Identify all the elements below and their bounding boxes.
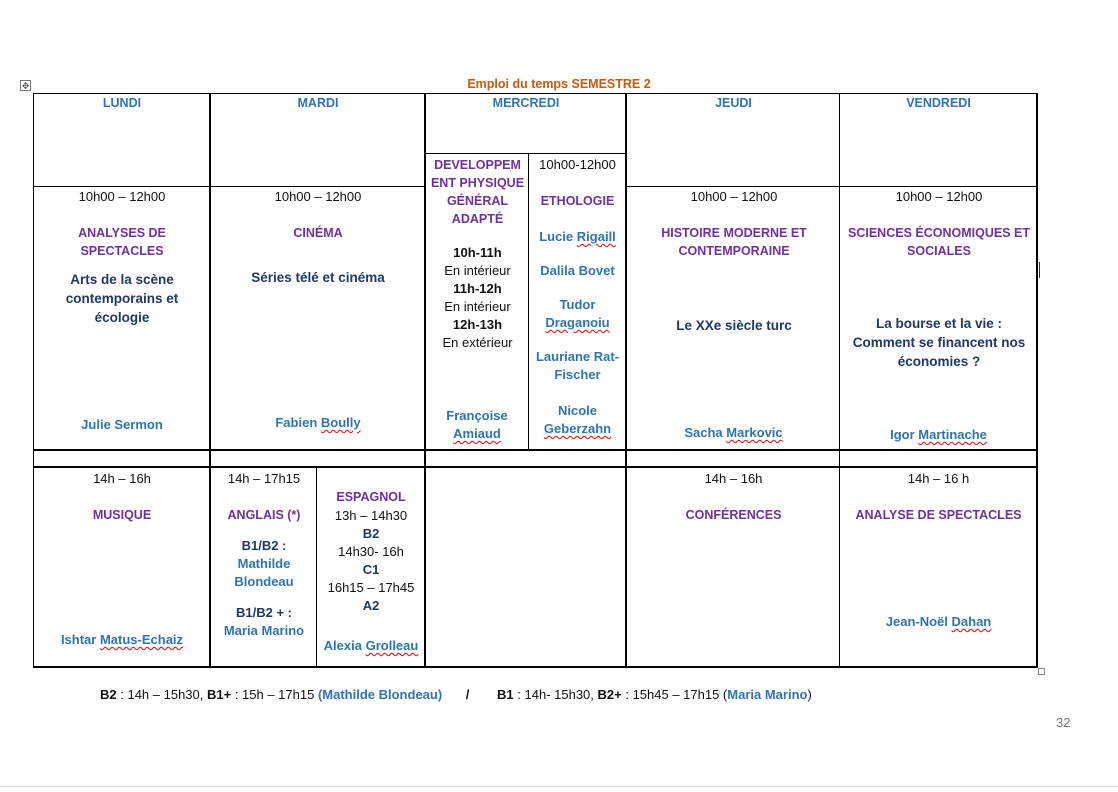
course-title: DEVELOPPEM ENT PHYSIQUE GÉNÉRAL ADAPTÉ [430,158,525,226]
slot-lundi-morning [38,188,206,327]
teacher-first-name: Françoise [446,408,508,423]
slot-time: 13h – 14h30 [334,508,408,523]
course-title: ANALYSES DE SPECTACLES [78,226,166,258]
course-title: CINÉMA [293,226,343,240]
slot-jeudi-afternoon [627,470,840,524]
group-label: B1/B2 : [241,538,287,553]
slot-mardi-espagnol [317,488,425,615]
slot-time: 10h00 – 12h00 [895,189,983,204]
slot-time: 14h – 16h [93,471,151,486]
row-divider [425,153,626,154]
slot-vendredi-afternoon [840,470,1037,524]
group-label: B1 [497,687,514,702]
slot-list [429,244,526,352]
teacher-first-name: Alexia [323,638,362,653]
table-move-handle-icon[interactable]: ✥ [21,81,30,91]
course-title: SCIENCES ÉCONOMIQUES ET SOCIALES [848,226,1030,258]
teacher-last-name: Rigaill [576,229,616,244]
col-divider [839,93,840,668]
teacher-name [529,402,626,438]
day-header-vendredi: VENDREDI [906,96,971,110]
slot-place: En intérieur [444,299,511,314]
slot-time: 10h00 – 12h00 [274,189,362,204]
slot-time: 14h30- 16h [338,544,404,559]
group-label: B2 [100,687,117,702]
slot-place: En intérieur [444,263,511,278]
page-title: Emploi du temps SEMESTRE 2 [467,77,651,91]
row-divider [626,186,1037,187]
teacher-first-name: Jean-Noël [885,614,948,629]
slot-time: 16h15 – 17h45 [327,580,415,595]
teacher-name [426,407,528,443]
teacher-last-name: Matus-Echaiz [99,632,184,647]
teacher-first-name: Lucie [539,229,574,244]
row-divider [33,466,1038,468]
slot-lundi-afternoon [34,470,210,524]
group-label: B1+ [206,687,232,702]
course-title: ESPAGNOL [336,490,406,504]
slot-time: 12h-13h [452,317,503,332]
course-title: ANALYSE DE SPECTACLES [855,508,1022,522]
teacher-last-name: Boully [320,415,361,430]
row-divider [33,449,1038,451]
slot-mardi-morning [211,188,425,287]
teacher-name [211,414,425,432]
row-divider [33,186,425,187]
teacher-name: Maria Marino [223,623,305,638]
day-header-mardi: MARDI [297,96,339,110]
teacher-name [840,426,1037,444]
course-subject: Arts de la scène contemporains et écologie [65,272,179,325]
day-header-mercredi: MERCREDI [492,96,560,110]
slot-time: 14h – 17h15 [227,471,301,486]
group-time: : 15h – 17h15 [231,687,318,702]
teacher-name [317,637,425,655]
teacher-last-name: Markovic [726,425,783,440]
level-label: C1 [362,562,380,577]
level-label: B2 [362,526,380,541]
teacher-last-name: Dahan [951,614,992,629]
teacher-last-name: Grolleau [365,638,419,653]
teacher-first-name: Sacha [684,425,723,440]
group-time: : 14h – 15h30, [116,687,207,702]
cursor-marker [1039,262,1040,278]
teacher-name: Mathilde Blondeau [234,556,294,589]
teacher-name: Julie Sermon [81,417,163,432]
slot-mercredi-ethologie [529,156,626,438]
table-resize-handle-icon[interactable] [1038,668,1045,675]
teacher-name [840,613,1037,631]
level-label: A2 [362,598,380,613]
slot-time: 11h-12h [453,281,502,296]
teacher-name: Dalila Bovet [540,263,615,278]
teacher-first-name: Nicole [557,403,597,418]
slot-place: En extérieur [442,335,513,350]
course-title: HISTOIRE MODERNE ET CONTEMPORAINE [661,226,807,258]
slot-time: 10h00 – 12h00 [690,189,778,204]
separator: / [465,687,470,702]
group-label: B2+ [597,687,622,702]
teacher-name: Lauriane Rat-Fischer [535,349,620,382]
teacher-name [627,424,840,442]
course-title: MUSIQUE [92,508,152,522]
slot-jeudi-morning [630,188,838,335]
day-header-jeudi: JEUDI [715,96,752,110]
day-header-lundi: LUNDI [102,96,142,110]
teacher-first-name: Tudor [559,297,596,312]
teacher-name: (Mathilde Blondeau) [317,687,443,702]
group-time: : 14h- 15h30, [513,687,598,702]
english-groups-note [100,687,812,702]
slot-mardi-anglais [211,470,317,640]
slot-time: 14h – 16h [704,471,763,486]
teacher-last-name: Amiaud [453,426,501,441]
teacher-first-name: Igor [890,427,915,442]
page-number: 32 [1056,715,1071,730]
table-border-top [33,93,1038,94]
teacher-name [34,631,210,649]
page-bottom-divider [0,786,1118,787]
teacher-name [529,228,626,246]
slot-vendredi-morning [843,188,1035,371]
group-label: B1/B2 + : [236,605,292,620]
slot-mercredi-apa [429,156,526,352]
teacher-last-name: Geberzahn [543,421,612,436]
group-time: : 15h45 – 17h15 ( [621,687,728,702]
course-subject: La bourse et la vie : Comment se financent nos économies ? [852,316,1026,369]
course-subject: Séries télé et cinéma [251,270,385,285]
teacher-name [529,296,626,332]
close-paren: ) [807,687,812,702]
teacher-first-name: Ishtar [60,632,97,647]
slot-time: 10h00-12h00 [539,157,616,172]
table-border-left [33,93,34,668]
teacher-first-name: Fabien [275,415,318,430]
course-subject: Le XXe siècle turc [676,318,792,333]
table-border-right [1036,93,1038,668]
slot-time: 14h – 16 h [907,471,970,486]
teacher-last-name: Martinache [918,427,987,442]
course-title: ANGLAIS (*) [227,508,301,522]
course-title: CONFÉRENCES [685,508,782,522]
slot-time: 10h00 – 12h00 [78,189,166,204]
teacher-name: Maria Marino [727,687,808,702]
slot-time: 10h-11h [453,245,502,260]
course-title: ETHOLOGIE [540,194,615,208]
teacher-last-name: Draganoiu [545,315,610,330]
table-border-bottom [33,666,1038,668]
